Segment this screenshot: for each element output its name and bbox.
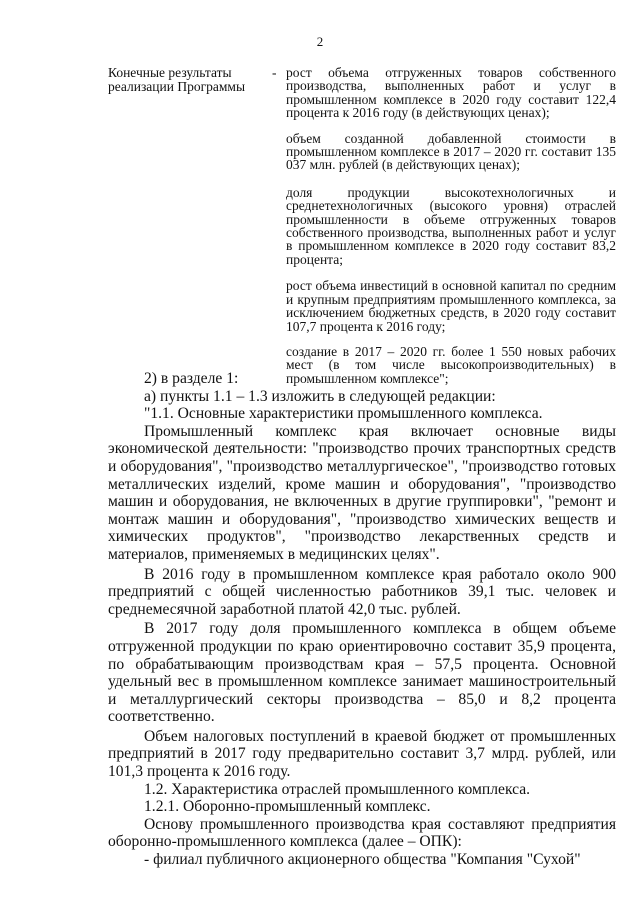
results-item: создание в 2017 – 2020 гг. более 1 550 новых рабочих мест (в том числе высокопроизводительных) в промышленном комплексе"; <box>286 343 616 386</box>
body-paragraph: Основу промышленного производства края составляют предприятия оборонно-промышленного комплекса (далее – ОПК): <box>108 815 616 851</box>
body-paragraph: 1.2.1. Оборонно-промышленный комплекс. <box>144 798 431 816</box>
body-paragraph: 2) в разделе 1: <box>144 370 239 387</box>
body-paragraph: В 2016 году в промышленном комплексе края работало около 900 предприятий с общей численностью работников 39,1 тыс. человек и среднемесячной заработной платой 42,0 тыс. рублей. <box>108 565 616 618</box>
body-paragraph: - филиал публичного акционерного общества "Компания "Сухой" <box>144 851 581 869</box>
results-item: доля продукции высокотехнологичных и среднетехнологичных (высокого уровня) отраслей промышленности в объеме отгруженных товаров собственного производства, выполненных работ и услуг в промышленном комплексе в 2020 году составит 83,2 процента; <box>286 184 616 267</box>
body-paragraph: Объем налоговых поступлений в краевой бюджет от промышленных предприятий в 2017 году предварительно составит 3,7 млрд. рублей, или 101,3 процента к 2016 году. <box>108 727 616 781</box>
results-items <box>286 66 616 397</box>
results-item: объем созданной добавленной стоимости в промышленном комплексе в 2017 – 2020 гг. составит 135 037 млн. рублей (в действующих ценах); <box>286 130 616 173</box>
results-item: рост объема отгруженных товаров собственного производства, выполненных работ и услуг в промышленном комплексе в 2020 году составит 122,4 процента к 2016 году (в действующих ценах); <box>286 65 616 121</box>
body-paragraph: Промышленный комплекс края включает основные виды экономической деятельности: "производство прочих транспортных средств и оборудования", "производство металлургическое", "производство готовых металлических изделий, кроме машин и оборудования", "производство машин и оборудования, не включенных в другие группировки", "ремонт и монтаж машин и оборудования", "производство химических веществ и химических продуктов", "производство лекарственных средств и материалов, применяемых в медицинских целях". <box>108 422 616 563</box>
body-text <box>108 370 616 869</box>
body-paragraph: а) пункты 1.1 – 1.3 изложить в следующей редакции: <box>144 387 496 405</box>
body-paragraph: 1.2. Характеристика отраслей промышленного комплекса. <box>144 780 531 798</box>
body-paragraph: "1.1. Основные характеристики промышленного комплекса. <box>144 405 543 423</box>
page-number: 2 <box>316 34 324 49</box>
results-item: рост объема инвестиций в основной капитал по средним и крупным предприятиям промышленного комплекса, за исключением бюджетных средств, в 2020 году составит 107,7 процента к 2016 году; <box>286 278 616 334</box>
body-paragraph: В 2017 году доля промышленного комплекса в общем объеме отгруженной продукции по краю ориентировочно составит 35,9 процента, по обрабатывающим производствам края – 57,5 процента. Основной удельный вес в промышленном комплексе занимает машиностроительный и металлургический секторы производства – 85,0 и 8,2 процента соответственно. <box>108 620 616 726</box>
results-label: Конечные результаты реализации Программы <box>108 65 246 94</box>
results-dash: - <box>272 65 277 80</box>
